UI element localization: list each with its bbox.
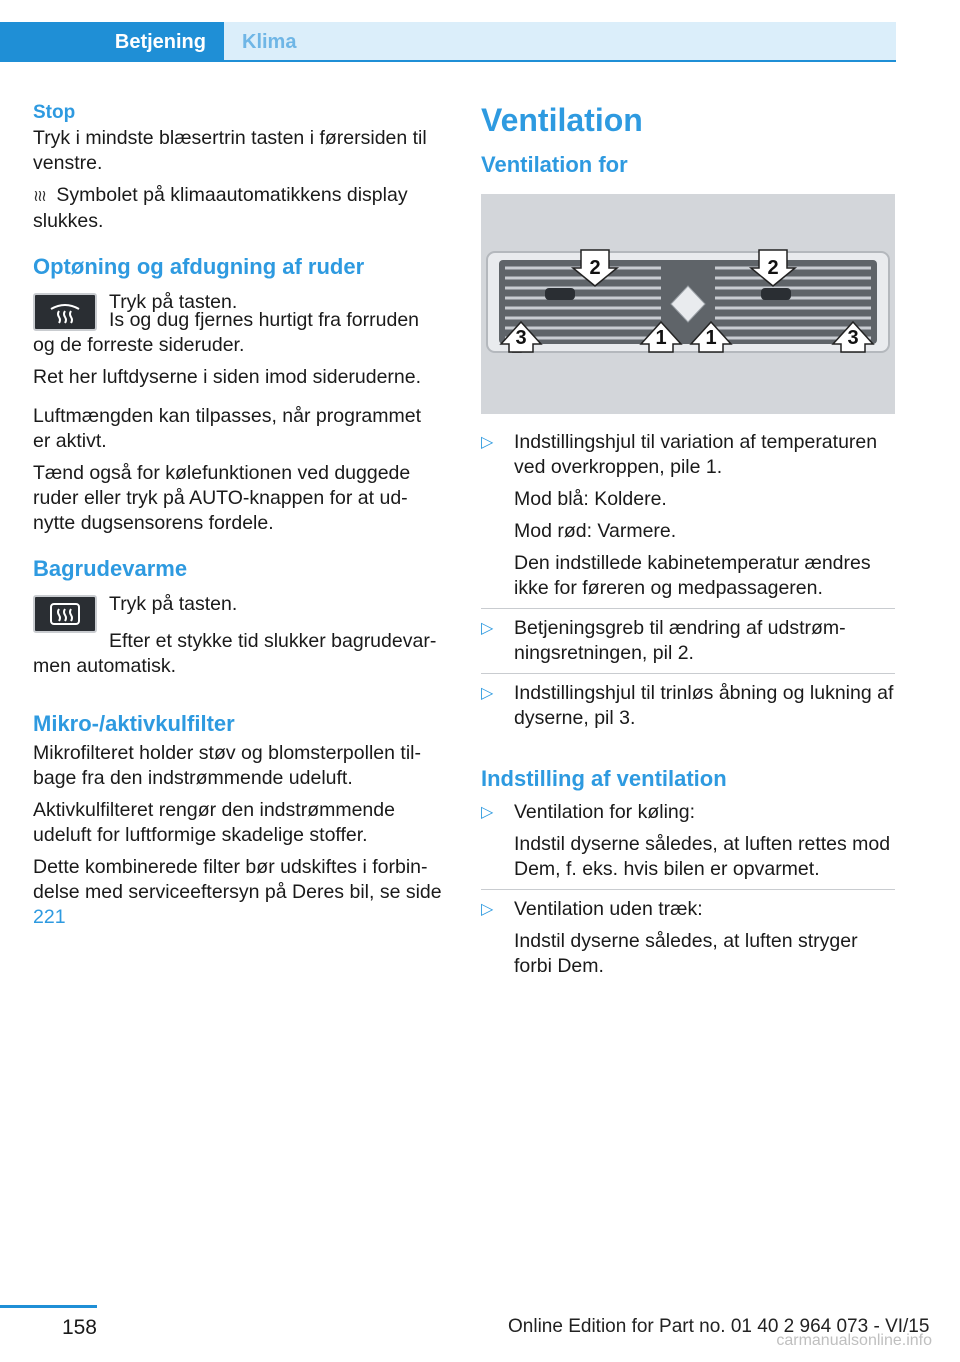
triangle-bullet-icon: ▷ — [481, 685, 494, 702]
ventilation-title: Ventilation — [481, 102, 643, 138]
list-item — [481, 897, 895, 986]
list-item — [481, 681, 895, 738]
right-column — [481, 100, 895, 993]
defrost-text2: Ret her luftdyserne i siden imod sideruderne. — [33, 366, 422, 388]
figure-label-2a: 2 — [589, 257, 601, 279]
rear-text: Efter et stykke tid slukker bagrudevarmen automatisk. — [33, 630, 437, 677]
stop-symbol-text: Symbolet på klimaautomatikkens display slukkes. — [33, 184, 408, 232]
stop-text: Tryk i mindste blæsertrin tasten i førersiden til venstre. — [33, 127, 427, 174]
defrost-heading: Optøning og afdugning af ruder — [33, 254, 365, 279]
list-item — [481, 800, 895, 890]
triangle-bullet-icon: ▷ — [481, 434, 494, 451]
stop-symbol-paragraph — [33, 183, 443, 234]
vent-illustration — [481, 194, 895, 414]
footer-rule — [0, 1305, 97, 1308]
triangle-bullet-icon: ▷ — [481, 901, 494, 918]
bullet-subtext: Indstil dyserne således, at luften rettes mod Dem, f. eks. hvis bilen er opvarmet. — [514, 833, 891, 880]
defrost-text4: Tænd også for kølefunktionen ved duggede ruder eller tryk på AUTO-knappen for at udnytte dugsensorens fordele. — [33, 462, 411, 534]
bullet-text: Ventilation uden træk: — [514, 898, 703, 920]
tab-betjening[interactable]: Betjening — [0, 22, 224, 62]
vent-figure — [481, 194, 895, 414]
bullet-text: Indstillingshjul til variation af temperaturen ved overkroppen, pile 1. — [514, 431, 878, 478]
header-rule — [0, 60, 896, 62]
bullet-text: Ventilation for køling: — [514, 801, 696, 823]
bullet-subtext: Mod blå: Koldere. — [514, 488, 667, 510]
filter-text3: Dette kombinerede filter bør udskiftes i forbindelse med serviceeftersyn på Deres bil, se side — [33, 856, 442, 903]
rear-window-heating-icon — [33, 595, 97, 633]
stop-heading: Stop — [33, 102, 76, 123]
ventilation-subtitle: Ventilation for — [481, 152, 628, 177]
rear-heading: Bagrudevarme — [33, 556, 188, 581]
fan-symbol-icon: ≀≀≀ — [33, 188, 45, 205]
edition-text: Online Edition for Part no. 01 40 2 964 073 - VI/15 — [508, 1316, 930, 1337]
filter-text1: Mikrofilteret holder støv og blomsterpollen tilbage fra den indstrømmende udeluft. — [33, 742, 421, 789]
page-link-221[interactable]: 221 — [33, 906, 66, 928]
tab-klima[interactable]: Klima — [224, 22, 896, 62]
setting-heading: Indstilling af ventilation — [481, 766, 727, 791]
watermark: carmanualsonline.info — [776, 1332, 932, 1349]
rear-row — [33, 592, 443, 633]
list-item — [481, 616, 895, 674]
filter-heading: Mikro-/aktivkulfilter — [33, 711, 235, 736]
list-item — [481, 430, 895, 609]
bullet-text: Indstillingshjul til trinløs åbning og lukning af dyserne, pil 3. — [514, 682, 894, 729]
setting-bullets — [481, 800, 895, 986]
bullet-subtext: Indstil dyserne således, at luften stryger forbi Dem. — [514, 930, 858, 977]
triangle-bullet-icon: ▷ — [481, 804, 494, 821]
figure-label-2b: 2 — [767, 257, 779, 279]
bullet-subtext: Mod rød: Varmere. — [514, 520, 677, 542]
page-number: 158 — [61, 1316, 97, 1339]
figure-label-3b: 3 — [847, 327, 859, 349]
defrost-text1: Is og dug fjernes hurtigt fra forruden og de forreste sideruder. — [33, 309, 420, 356]
triangle-bullet-icon: ▷ — [481, 620, 494, 637]
bullet-text: Betjeningsgreb til ændring af udstrømningsretningen, pil 2. — [514, 617, 846, 664]
figure-label-3a: 3 — [515, 327, 527, 349]
figure-label-1b: 1 — [705, 327, 717, 349]
defrost-text3: Luftmængden kan tilpasses, når programmet er aktivt. — [33, 405, 422, 452]
header-tabbar — [0, 0, 960, 62]
filter-text3-paragraph — [33, 855, 443, 930]
left-column — [33, 100, 443, 937]
bullet-subtext: Den indstillede kabinetemperatur ændres ikke for føreren og medpassageren. — [514, 552, 871, 599]
rear-press: Tryk på tasten. — [109, 593, 238, 615]
defrost-press: Tryk på tasten. — [109, 291, 238, 313]
vent-bullets — [481, 430, 895, 738]
figure-label-1a: 1 — [655, 327, 667, 349]
filter-text2: Aktivkulfilteret rengør den indstrømmende udeluft for luftformige skadelige stoffer. — [33, 799, 395, 846]
windshield-defrost-icon — [33, 293, 97, 331]
